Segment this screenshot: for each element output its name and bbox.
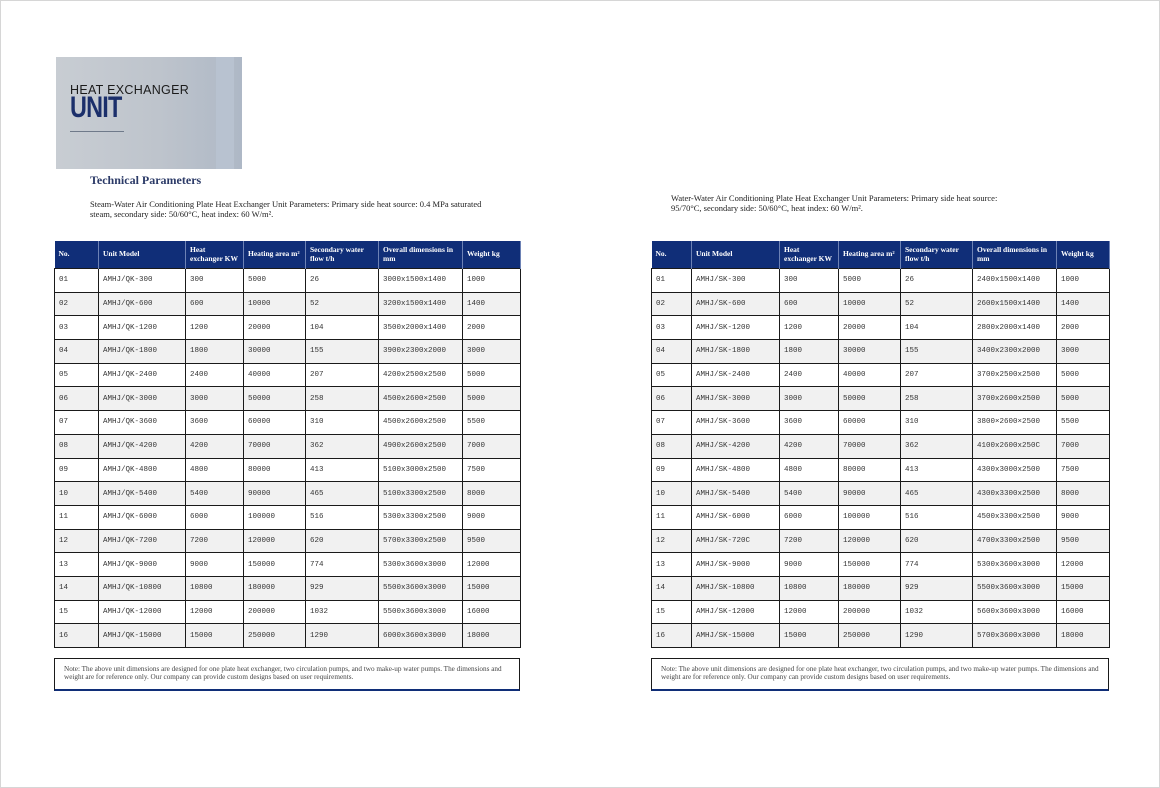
table-cell: 5000 <box>1057 387 1110 411</box>
table-cell: AMHJ/QK-5400 <box>99 482 186 506</box>
table-cell: 80000 <box>244 458 306 482</box>
table-cell: 1200 <box>780 316 839 340</box>
table-cell: AMHJ/SK-3000 <box>692 387 780 411</box>
table-row <box>652 505 1110 529</box>
table-row <box>652 316 1110 340</box>
table-cell: AMHJ/SK-720C <box>692 529 780 553</box>
table-row <box>652 529 1110 553</box>
table-cell: 60000 <box>839 411 901 435</box>
table-cell: 5300x3300x2500 <box>379 505 463 529</box>
table-cell: 150000 <box>839 553 901 577</box>
table-cell: 1400 <box>463 292 521 316</box>
table-cell: 6000 <box>186 505 244 529</box>
header-accent-strip <box>216 57 234 169</box>
table-cell: 258 <box>306 387 379 411</box>
table-cell: AMHJ/SK-6000 <box>692 505 780 529</box>
steam-water-parameter-table <box>54 241 521 648</box>
table-cell: AMHJ/QK-9000 <box>99 553 186 577</box>
table-cell: 207 <box>901 363 973 387</box>
table-cell: 600 <box>780 292 839 316</box>
table-cell: 10 <box>652 482 692 506</box>
table-cell: 2000 <box>463 316 521 340</box>
table-cell: 1032 <box>901 600 973 624</box>
table-cell: 1000 <box>463 269 521 293</box>
table-cell: 1290 <box>306 624 379 648</box>
table-row <box>652 624 1110 648</box>
table-cell: 07 <box>55 411 99 435</box>
table-row <box>652 411 1110 435</box>
left-intro-text: Steam-Water Air Conditioning Plate Heat Exchanger Unit Parameters: Primary side heat source: 0.4 MPa saturated steam, secondary side: 50/60°C, heat index: 60 W/m². <box>90 199 482 219</box>
table-cell: 9500 <box>463 529 521 553</box>
table-cell: 40000 <box>244 363 306 387</box>
table-cell: 5400 <box>780 482 839 506</box>
table-cell: 70000 <box>244 434 306 458</box>
table-row <box>55 292 521 316</box>
table-cell: 05 <box>652 363 692 387</box>
column-header: Unit Model <box>692 241 780 269</box>
table-cell: 180000 <box>244 576 306 600</box>
table-cell: 16 <box>55 624 99 648</box>
table-cell: 20000 <box>839 316 901 340</box>
table-cell: 16 <box>652 624 692 648</box>
table-cell: 12 <box>55 529 99 553</box>
table-row <box>55 363 521 387</box>
table-cell: 5500 <box>1057 411 1110 435</box>
table-cell: AMHJ/SK-300 <box>692 269 780 293</box>
table-cell: 5400 <box>186 482 244 506</box>
table-cell: 5000 <box>463 387 521 411</box>
table-cell: 413 <box>901 458 973 482</box>
table-cell: 04 <box>55 340 99 364</box>
table-row <box>55 411 521 435</box>
table-cell: AMHJ/QK-10800 <box>99 576 186 600</box>
table-cell: AMHJ/QK-300 <box>99 269 186 293</box>
table-cell: 155 <box>901 340 973 364</box>
table-cell: 10000 <box>839 292 901 316</box>
table-cell: AMHJ/QK-15000 <box>99 624 186 648</box>
table-cell: 7500 <box>1057 458 1110 482</box>
table-cell: 155 <box>306 340 379 364</box>
table-cell: AMHJ/SK-4800 <box>692 458 780 482</box>
table-cell: 5000 <box>1057 363 1110 387</box>
table-cell: 300 <box>780 269 839 293</box>
table-cell: 362 <box>901 434 973 458</box>
table-cell: 90000 <box>839 482 901 506</box>
table-cell: 100000 <box>839 505 901 529</box>
table-cell: 5500x3600x3000 <box>379 576 463 600</box>
table-cell: 3000 <box>780 387 839 411</box>
column-header: Heating area m² <box>839 241 901 269</box>
table-cell: 180000 <box>839 576 901 600</box>
table-cell: 2800x2000x1400 <box>973 316 1057 340</box>
table-cell: 03 <box>55 316 99 340</box>
table-cell: AMHJ/SK-3600 <box>692 411 780 435</box>
table-cell: 4300x3000x2500 <box>973 458 1057 482</box>
table-cell: 3700x2600x2500 <box>973 387 1057 411</box>
table-cell: 18000 <box>1057 624 1110 648</box>
table-cell: 14 <box>652 576 692 600</box>
table-cell: 620 <box>901 529 973 553</box>
table-cell: 15 <box>652 600 692 624</box>
table-cell: 12000 <box>463 553 521 577</box>
column-header: Weight kg <box>463 241 521 269</box>
header-subtitle: HEAT EXCHANGER <box>70 83 190 97</box>
table-row <box>652 434 1110 458</box>
table-cell: 6000x3600x3000 <box>379 624 463 648</box>
table-cell: AMHJ/QK-4800 <box>99 458 186 482</box>
table-cell: 929 <box>901 576 973 600</box>
table-cell: 26 <box>306 269 379 293</box>
table-cell: 5100x3000x2500 <box>379 458 463 482</box>
table-row <box>652 292 1110 316</box>
table-row <box>652 600 1110 624</box>
table-cell: 11 <box>55 505 99 529</box>
table-cell: 4100x2600x250C <box>973 434 1057 458</box>
table-cell: AMHJ/SK-600 <box>692 292 780 316</box>
table-cell: 5000 <box>839 269 901 293</box>
header-divider <box>70 131 124 132</box>
section-title: Technical Parameters <box>90 173 202 187</box>
table-cell: 40000 <box>839 363 901 387</box>
table-row <box>652 387 1110 411</box>
table-cell: 13 <box>55 553 99 577</box>
table-cell: 2400x1500x1400 <box>973 269 1057 293</box>
table-cell: 09 <box>55 458 99 482</box>
header-banner <box>56 57 242 169</box>
table-cell: 06 <box>55 387 99 411</box>
column-header: Heat exchanger KW <box>186 241 244 269</box>
table-cell: 929 <box>306 576 379 600</box>
table-row <box>652 576 1110 600</box>
table-cell: 8000 <box>463 482 521 506</box>
table-cell: AMHJ/SK-1200 <box>692 316 780 340</box>
table-cell: 70000 <box>839 434 901 458</box>
table-cell: 10 <box>55 482 99 506</box>
table-cell: 5300x3600x3000 <box>973 553 1057 577</box>
table-cell: 12000 <box>780 600 839 624</box>
table-cell: 200000 <box>244 600 306 624</box>
table-row <box>55 529 521 553</box>
table-cell: 5700x3600x3000 <box>973 624 1057 648</box>
table-cell: 3800×2600×2500 <box>973 411 1057 435</box>
table-cell: 15000 <box>463 576 521 600</box>
table-cell: AMHJ/SK-5400 <box>692 482 780 506</box>
table-cell: AMHJ/QK-1200 <box>99 316 186 340</box>
table-cell: 100000 <box>244 505 306 529</box>
table-cell: 60000 <box>244 411 306 435</box>
table-cell: 3000 <box>463 340 521 364</box>
table-cell: 9500 <box>1057 529 1110 553</box>
table-cell: 3000x1500x1400 <box>379 269 463 293</box>
table-row <box>652 458 1110 482</box>
table-cell: 10800 <box>186 576 244 600</box>
table-cell: 4300x3300x2500 <box>973 482 1057 506</box>
table-cell: 5500 <box>463 411 521 435</box>
table-cell: AMHJ/QK-4200 <box>99 434 186 458</box>
column-header: No. <box>652 241 692 269</box>
column-header: Secondary water flow t/h <box>306 241 379 269</box>
table-cell: 3400x2300x2000 <box>973 340 1057 364</box>
table-cell: 1800 <box>780 340 839 364</box>
table-cell: 08 <box>55 434 99 458</box>
column-header: Secondary water flow t/h <box>901 241 973 269</box>
table-cell: 3500x2000x1400 <box>379 316 463 340</box>
table-cell: 30000 <box>839 340 901 364</box>
table-cell: 5000 <box>244 269 306 293</box>
table-cell: AMHJ/QK-3600 <box>99 411 186 435</box>
column-header: Unit Model <box>99 241 186 269</box>
table-cell: 104 <box>901 316 973 340</box>
table-cell: 516 <box>306 505 379 529</box>
table-header-row <box>652 241 1110 269</box>
table-cell: 3900x2300x2000 <box>379 340 463 364</box>
table-cell: 11 <box>652 505 692 529</box>
table-cell: AMHJ/QK-7200 <box>99 529 186 553</box>
table-cell: 774 <box>306 553 379 577</box>
table-cell: AMHJ/SK-15000 <box>692 624 780 648</box>
table-cell: 207 <box>306 363 379 387</box>
table-cell: 200000 <box>839 600 901 624</box>
table-cell: 3000 <box>186 387 244 411</box>
table-cell: 4500x2600×2500 <box>379 387 463 411</box>
column-header: Weight kg <box>1057 241 1110 269</box>
table-cell: 8000 <box>1057 482 1110 506</box>
table-cell: AMHJ/SK-9000 <box>692 553 780 577</box>
table-row <box>55 624 521 648</box>
table-cell: 01 <box>55 269 99 293</box>
table-cell: 9000 <box>780 553 839 577</box>
table-cell: 14 <box>55 576 99 600</box>
table-cell: 6000 <box>780 505 839 529</box>
table-row <box>55 482 521 506</box>
table-row <box>55 505 521 529</box>
table-cell: 600 <box>186 292 244 316</box>
table-cell: 258 <box>901 387 973 411</box>
table-cell: 5700x3300x2500 <box>379 529 463 553</box>
table-row <box>652 363 1110 387</box>
table-cell: 01 <box>652 269 692 293</box>
column-header: Overall dimensions in mm <box>973 241 1057 269</box>
table-cell: 07 <box>652 411 692 435</box>
table-cell: 4800 <box>186 458 244 482</box>
table-cell: 413 <box>306 458 379 482</box>
table-cell: 3700x2500x2500 <box>973 363 1057 387</box>
table-cell: 30000 <box>244 340 306 364</box>
table-row <box>652 553 1110 577</box>
table-cell: 50000 <box>839 387 901 411</box>
table-cell: 16000 <box>1057 600 1110 624</box>
table-cell: AMHJ/SK-12000 <box>692 600 780 624</box>
table-cell: 1800 <box>186 340 244 364</box>
table-cell: 05 <box>55 363 99 387</box>
table-cell: 04 <box>652 340 692 364</box>
table-cell: 2000 <box>1057 316 1110 340</box>
table-cell: 5300x3600x3000 <box>379 553 463 577</box>
table-cell: 7200 <box>780 529 839 553</box>
table-cell: 465 <box>306 482 379 506</box>
table-cell: 7000 <box>463 434 521 458</box>
table-cell: 20000 <box>244 316 306 340</box>
table-cell: 250000 <box>839 624 901 648</box>
table-row <box>55 340 521 364</box>
table-cell: 02 <box>652 292 692 316</box>
table-cell: 3600 <box>186 411 244 435</box>
table-cell: 5000 <box>463 363 521 387</box>
table-cell: 4500x3300x2500 <box>973 505 1057 529</box>
table-cell: 620 <box>306 529 379 553</box>
table-cell: 1200 <box>186 316 244 340</box>
table-cell: 5500x3600x3000 <box>973 576 1057 600</box>
table-header-row <box>55 241 521 269</box>
table-cell: 4900x2600x2500 <box>379 434 463 458</box>
table-cell: 15000 <box>1057 576 1110 600</box>
table-cell: 7200 <box>186 529 244 553</box>
right-table-note: Note: The above unit dimensions are designed for one plate heat exchanger, two circulation pumps, and two make-up water pumps. The dimensions and weight are for reference only. Our company can provide custom designs based on user requirements. <box>651 658 1109 691</box>
table-cell: 52 <box>306 292 379 316</box>
table-cell: 310 <box>306 411 379 435</box>
table-cell: 10800 <box>780 576 839 600</box>
table-cell: 3200x1500x1400 <box>379 292 463 316</box>
table-cell: 9000 <box>1057 505 1110 529</box>
table-cell: 7000 <box>1057 434 1110 458</box>
table-cell: 16000 <box>463 600 521 624</box>
table-cell: 5500x3600x3000 <box>379 600 463 624</box>
table-cell: 12000 <box>186 600 244 624</box>
table-cell: 90000 <box>244 482 306 506</box>
table-cell: 18000 <box>463 624 521 648</box>
table-cell: 2600x1500x1400 <box>973 292 1057 316</box>
table-cell: 4800 <box>780 458 839 482</box>
table-cell: 300 <box>186 269 244 293</box>
table-cell: 310 <box>901 411 973 435</box>
table-cell: AMHJ/QK-12000 <box>99 600 186 624</box>
table-row <box>55 553 521 577</box>
table-cell: 774 <box>901 553 973 577</box>
table-cell: 250000 <box>244 624 306 648</box>
table-row <box>55 387 521 411</box>
table-cell: 2400 <box>780 363 839 387</box>
table-cell: 52 <box>901 292 973 316</box>
table-cell: 09 <box>652 458 692 482</box>
table-cell: 12000 <box>1057 553 1110 577</box>
column-header: Heating area m² <box>244 241 306 269</box>
table-cell: AMHJ/SK-2400 <box>692 363 780 387</box>
water-water-parameter-table <box>651 241 1110 648</box>
table-cell: 02 <box>55 292 99 316</box>
table-cell: 5100x3300x2500 <box>379 482 463 506</box>
table-cell: 465 <box>901 482 973 506</box>
table-cell: 3600 <box>780 411 839 435</box>
table-cell: 80000 <box>839 458 901 482</box>
column-header: Overall dimensions in mm <box>379 241 463 269</box>
header-title: UNIT <box>70 91 122 124</box>
table-row <box>55 576 521 600</box>
table-cell: 4700x3300x2500 <box>973 529 1057 553</box>
table-cell: 06 <box>652 387 692 411</box>
column-header: Heat exchanger KW <box>780 241 839 269</box>
table-cell: 50000 <box>244 387 306 411</box>
table-cell: 13 <box>652 553 692 577</box>
table-cell: AMHJ/QK-1800 <box>99 340 186 364</box>
table-cell: 362 <box>306 434 379 458</box>
column-header: No. <box>55 241 99 269</box>
table-cell: 9000 <box>186 553 244 577</box>
right-intro-text: Water-Water Air Conditioning Plate Heat Exchanger Unit Parameters: Primary side heat source: 95/70°C, secondary side: 50/60°C, heat index: 60 W/m². <box>671 193 998 213</box>
table-cell: 15 <box>55 600 99 624</box>
table-cell: AMHJ/QK-3000 <box>99 387 186 411</box>
table-cell: 2400 <box>186 363 244 387</box>
table-row <box>55 316 521 340</box>
table-cell: 9000 <box>463 505 521 529</box>
table-cell: 516 <box>901 505 973 529</box>
table-cell: 03 <box>652 316 692 340</box>
table-cell: 15000 <box>780 624 839 648</box>
left-table-note: Note: The above unit dimensions are designed for one plate heat exchanger, two circulation pumps, and two make-up water pumps. The dimensions and weight are for reference only. Our company can provide custom designs based on user requirements. <box>54 658 520 691</box>
table-cell: 5600x3600x3000 <box>973 600 1057 624</box>
table-cell: 1400 <box>1057 292 1110 316</box>
table-row <box>652 482 1110 506</box>
table-row <box>55 269 521 293</box>
table-cell: 08 <box>652 434 692 458</box>
table-row <box>652 269 1110 293</box>
table-cell: 150000 <box>244 553 306 577</box>
table-cell: 104 <box>306 316 379 340</box>
table-cell: AMHJ/QK-600 <box>99 292 186 316</box>
table-row <box>55 434 521 458</box>
table-cell: AMHJ/SK-4200 <box>692 434 780 458</box>
table-cell: 7500 <box>463 458 521 482</box>
table-cell: 120000 <box>839 529 901 553</box>
table-cell: 1290 <box>901 624 973 648</box>
table-cell: 15000 <box>186 624 244 648</box>
table-cell: 4200 <box>780 434 839 458</box>
table-cell: AMHJ/SK-1800 <box>692 340 780 364</box>
table-cell: AMHJ/QK-2400 <box>99 363 186 387</box>
table-cell: 1000 <box>1057 269 1110 293</box>
table-cell: 120000 <box>244 529 306 553</box>
table-row <box>55 458 521 482</box>
table-cell: AMHJ/QK-6000 <box>99 505 186 529</box>
table-cell: 4200x2500x2500 <box>379 363 463 387</box>
table-cell: 4200 <box>186 434 244 458</box>
table-cell: 1032 <box>306 600 379 624</box>
table-row <box>652 340 1110 364</box>
table-cell: 26 <box>901 269 973 293</box>
table-cell: 3000 <box>1057 340 1110 364</box>
table-cell: AMHJ/SK-10800 <box>692 576 780 600</box>
table-cell: 10000 <box>244 292 306 316</box>
table-row <box>55 600 521 624</box>
table-cell: 4500x2600x2500 <box>379 411 463 435</box>
table-cell: 12 <box>652 529 692 553</box>
